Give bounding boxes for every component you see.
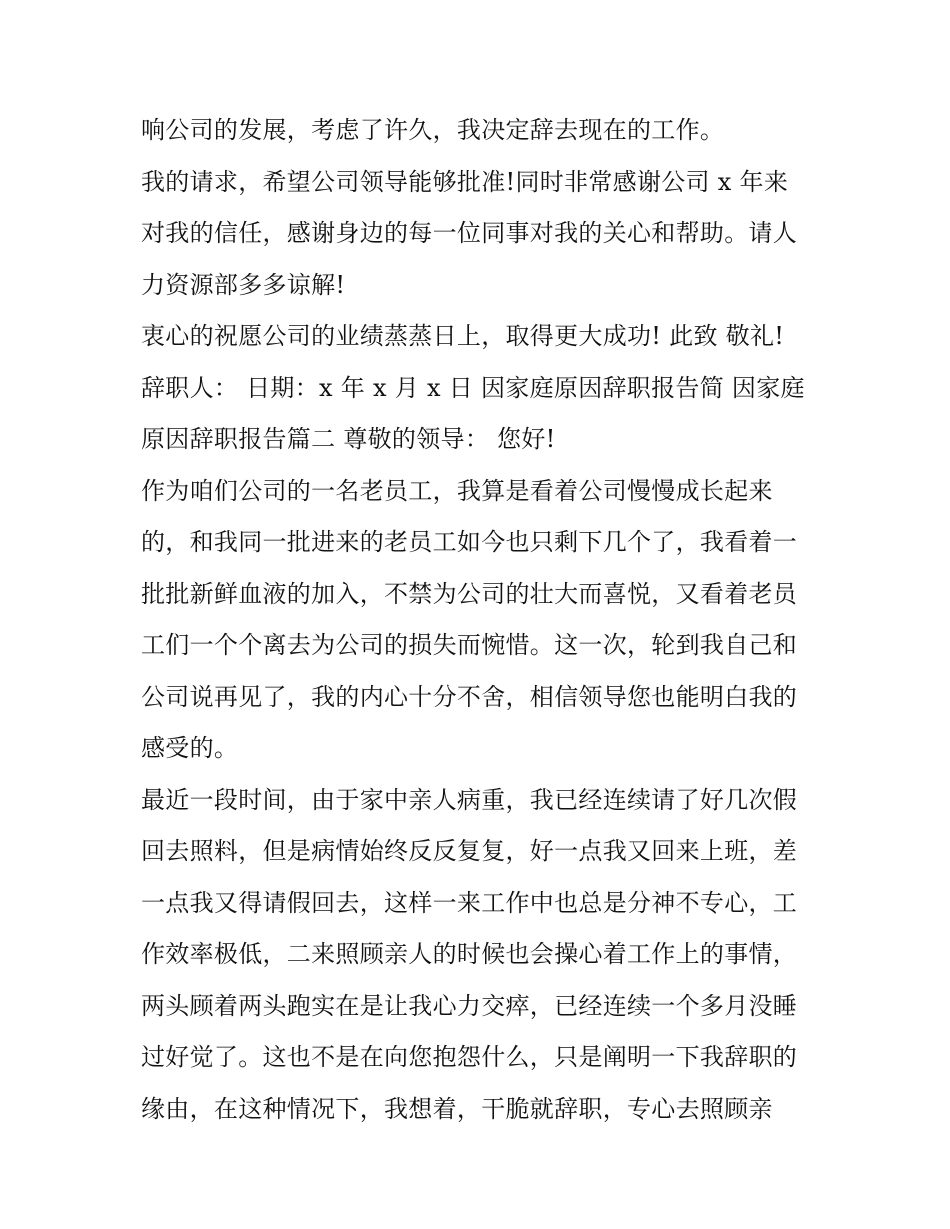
text-line: 力资源部多多谅解! <box>141 270 346 299</box>
text-line: 对我的信任，感谢身边的每一位同事对我的关心和帮助。请人 <box>141 219 798 247</box>
text-line: 两头顾着两头跑实在是让我心力交瘁，已经连续一个多月没睡 <box>141 991 798 1020</box>
document-body <box>141 106 821 1136</box>
text-line: 批批新鲜血液的加入，不禁为公司的壮大而喜悦，又看着老员 <box>141 579 798 608</box>
text-line: 响公司的发展，考虑了许久，我决定辞去现在的工作。 <box>141 116 725 144</box>
text-line: 一点我又得请假回去，这样一来工作中也总是分神不专心，工 <box>141 888 798 917</box>
text-line: 原因辞职报告篇二 尊敬的领导： 您好! <box>141 425 556 453</box>
text-line: 最近一段时间，由于家中亲人病重，我已经连续请了好几次假 <box>141 785 798 814</box>
text-line: 回去照料，但是病情始终反反复复，好一点我又回来上班，差 <box>141 837 798 865</box>
text-line: 过好觉了。这也不是在向您抱怨什么，只是阐明一下我辞职的 <box>141 1043 798 1071</box>
text-line: 作效率极低，二来照顾亲人的时候也会操心着工作上的事情， <box>141 940 798 968</box>
text-line: 辞职人： 日期：x 年 x 月 x 日 因家庭原因辞职报告简 因家庭 <box>141 373 805 402</box>
text-line: 工们一个个离去为公司的损失而惋惜。这一次，轮到我自己和 <box>141 631 798 659</box>
text-line: 缘由，在这种情况下，我想着，干脆就辞职，专心去照顾亲 <box>141 1094 773 1123</box>
text-line: 衷心的祝愿公司的业绩蒸蒸日上，取得更大成功! 此致 敬礼! <box>141 322 785 350</box>
text-line: 作为咱们公司的一名老员工，我算是看着公司慢慢成长起来 <box>141 476 773 505</box>
text-line: 我的请求，希望公司领导能够批准!同时非常感谢公司 x 年来 <box>141 167 789 196</box>
text-line: 的，和我同一批进来的老员工如今也只剩下几个了，我看着一 <box>141 528 798 556</box>
text-line: 公司说再见了，我的内心十分不舍，相信领导您也能明白我的 <box>141 682 798 711</box>
text-line: 感受的。 <box>141 734 239 762</box>
